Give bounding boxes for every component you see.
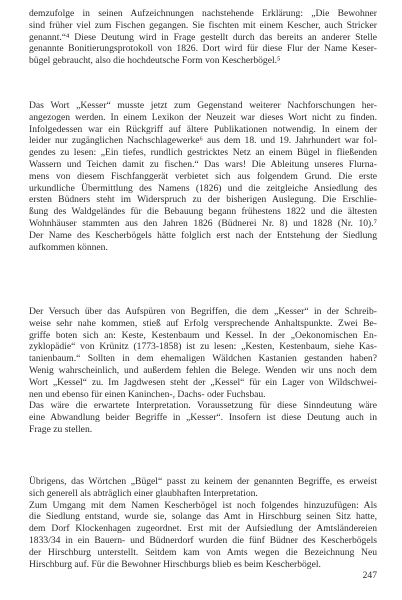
text-line: der Hirschburg unterstellt. Seitdem kam von Amts wegen die Bezeichnung Neu — [29, 546, 377, 558]
text-line: genannte Bonitierungsprotokoll von 1826. Dort wird für diese Flur der Name Keser- — [29, 43, 377, 55]
text-line: tanienbaum.“ Sollten in dem ehemaligen Wäldchen Kastanien gestanden haben? — [29, 353, 377, 365]
text-line: urkundliche Übermittlung des Namens (1826) und die zeitgleiche Ansiedlung des — [29, 182, 377, 194]
text-line: aufkommen können. — [29, 241, 108, 253]
text-line: Wassern und Teichen damit zu fischen.“ Das wars! Die Ableitung unseres Flurna- — [29, 158, 377, 170]
text-line: genannt.“⁴ Diese Deutung wird in Frage gestellt durch das bereits an anderer Stelle — [29, 31, 377, 43]
text-line: leider nur zugänglichen Nachschlagewerke⁶ aus dem 18. und 19. Jahrhundert war fol- — [29, 135, 377, 147]
text-line: Der Versuch über das Aufspüren von Begriffen, die dem „Kesser“ in der Schreib- — [29, 306, 377, 317]
text-line: demzufolge in seinen Aufzeichnungen nachstehende Erklärung: „Die Bewohner — [29, 8, 377, 19]
paragraph-2 — [29, 100, 377, 253]
text-line: Das Wort „Kesser“ musste jetzt zum Gegenstand weiterer Nachforschungen her- — [29, 100, 377, 111]
text-line: Der Name des Kescherbögels hätte folglich erst nach der Entstehung der Siedlung — [29, 229, 377, 241]
paragraph-3 — [29, 306, 377, 436]
text-line: dem Dorf Klockenhagen zugeordnet. Erst mit der Aufsiedlung der Amtsländereien — [29, 523, 377, 535]
text-line: gendes zu lesen: „Ein tiefes, rundlich gestricktes Netz an einem Bügel in fließenden — [29, 147, 377, 159]
text-line: die Siedlung entstand, wurde sie, solange das Amt in Hirschburg seinen Sitz hatte, — [29, 511, 377, 523]
text-line: bügel gebraucht, also die hochdeutsche Form von Kescherbögel.⁵ — [29, 55, 281, 67]
paragraph-4 — [29, 476, 377, 570]
text-line: zyklopädie“ von Krünitz (1773-1858) ist zu lesen: „Kesten, Kestenbaum, siehe Kas- — [29, 341, 377, 353]
text-line: nen und ebenso für einen Kaninchen-, Dachs- oder Fuchsbau. — [29, 388, 266, 400]
text-line: griffe boten sich an: Keste, Kestenbaum und Kessel. In der „Oekonomischen En- — [29, 329, 377, 341]
text-line: sich generell als abträglich einer glaubhaften Interpretation. — [29, 487, 258, 499]
text-line: Zum Umgang mit dem Namen Kescherbögel ist noch folgendes hinzuzufügen: Als — [29, 499, 377, 511]
text-line: Das wäre die erwartete Interpretation. Voraussetzung für diese Sinndeutung wäre — [29, 400, 377, 412]
text-line: angezogen werden. In einem Lexikon der Neuzeit war dieses Wort nicht zu finden. — [29, 111, 377, 123]
page-number: 247 — [362, 570, 377, 581]
text-line: Übrigens, das Wörtchen „Bügel“ passt zu keinem der genannten Begriffe, es erweist — [29, 476, 377, 487]
text-line: Frage zu stellen. — [29, 423, 93, 435]
text-line: Wohnhäuser stammten aus den Jahren 1826 (Büdnerei Nr. 8) und 1828 (Nr. 10).⁷ — [29, 217, 377, 229]
text-line: eine Abwandlung beider Begriffe in „Kesser“. Insofern ist diese Deutung auch in — [29, 412, 377, 424]
text-line: weise sehr nahe kommen, stieß auf Erfolg versprechende Anhaltspunkte. Zwei Be- — [29, 317, 377, 329]
text-line: mens von diesem Fischfanggerät verbietet sich aus folgendem Grund. Die erste — [29, 170, 377, 182]
text-line: sind früher viel zum Fischen gegangen. Sie fischten mit einem Kescher, auch Stricker — [29, 19, 377, 31]
text-line: ersten Büdners steht im Widerspruch zu der bisherigen Auslegung. Die Erschlie- — [29, 194, 377, 206]
text-line: 1833/34 in ein Bauern- und Büdnerdorf wurden die fünf Büdner des Kescherbögels — [29, 534, 377, 546]
text-line: ßung des Waldgeländes für die Bebauung begann frühestens 1822 und die ältesten — [29, 206, 377, 218]
paragraph-1 — [29, 8, 377, 67]
text-line: Wenig wahrscheinlich, und außerdem fehlen die Belege. Wenden wir uns noch dem — [29, 364, 377, 376]
text-line: Wort „Kessel“ zu. Im Jagdwesen steht der „Kessel“ für ein Lager von Wildschwei- — [29, 376, 377, 388]
text-line: Hirschburg auf. Für die Bewohner Hirschburgs blieb es beim Kescherbögel. — [29, 558, 321, 570]
text-line: Infolgedessen war ein Rückgriff auf ältere Publikationen notwendig. In einem der — [29, 123, 377, 135]
